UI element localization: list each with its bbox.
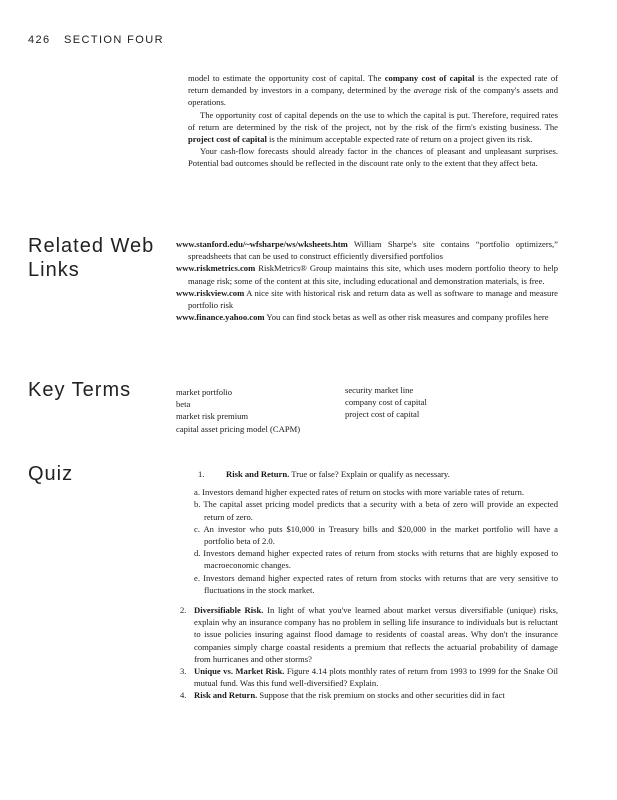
quiz-subpart: a. Investors demand higher expected rates of return on stocks with more variable rates of return. [194,487,525,498]
quiz-question-4: 4. Risk and Return. Suppose that the risk premium on stocks and other securities did in fact [180,690,505,701]
key-term: beta [176,399,191,410]
quiz-heading: Quiz [28,463,74,485]
quiz-questions [176,468,558,702]
quiz-subpart: d. Investors demand higher expected rates of return from stocks with returns that are highly exposed to macroeconomic changes. [194,548,558,571]
link-entry: www.riskmetrics.com RiskMetrics® Group maintains this site, which uses modern portfolio theory to help manage risk; some of the content at this site, including educational and demonstration materials, is free. [176,263,558,286]
related-links-list [176,238,558,323]
running-header [28,34,164,46]
page-number: 426 [28,34,51,46]
quiz-subpart: c. An investor who puts $10,000 in Treasury bills and $20,000 in the market portfolio will have a portfolio beta of 2.0. [194,523,558,547]
link-url[interactable]: www.riskview.com [176,287,245,298]
intro-text [188,72,558,170]
link-entry: www.finance.yahoo.com You can find stock betas as well as other risk measures and company profiles here [176,312,549,323]
quiz-subpart: b. The capital asset pricing model predicts that a security with a beta of zero will provide an expected return of zero. [194,499,558,522]
key-term: capital asset pricing model (CAPM) [176,423,301,434]
key-term: project cost of capital [345,409,420,420]
key-terms-column-2 [345,384,427,421]
intro-paragraph: The opportunity cost of capital depends on the use to which the capital is put. Therefore, required rates of return are determined by the risk of the project, not by the risk of the firm's existing business. The project cost of capital is the minimum acceptable expected rate of return on a project given its risk. [188,109,558,145]
link-url[interactable]: www.riskmetrics.com [176,263,256,274]
quiz-subpart: e. Investors demand higher expected rates of return from stocks with returns that are very sensitive to fluctuations in the stock market. [194,572,558,595]
key-term: market portfolio [176,387,233,397]
section-label: SECTION FOUR [64,34,164,46]
key-terms-heading: Key Terms [28,379,132,401]
term-project-cost-of-capital: project cost of capital [188,134,267,145]
term-company-cost-of-capital: company cost of capital [384,73,475,83]
link-entry: www.stanford.edu/~wfsharpe/ws/wksheets.htm William Sharpe's site contains “portfolio optimizers,” spreadsheets that can be used to construct efficiently diversified portfolios [176,239,558,262]
quiz-question-2: 2. Diversifiable Risk. In light of what you've learned about market versus diversifiable (unique) risks, explain why an insurance company has no problem in selling life insurance to individuals but is reluctant to issue policies insuring against flood damage to residents of coastal areas. Why don't the insurance companies simply charge coastal residents a premium that reflects the actuarial probability of damage from hurricanes and other storms? [180,605,558,664]
link-url[interactable]: www.finance.yahoo.com [176,312,265,323]
link-url[interactable]: www.stanford.edu/~wfsharpe/ws/wksheets.htm [176,239,348,249]
related-web-links-heading: Related Web Links [28,235,155,281]
key-term: market risk premium [176,411,249,422]
intro-paragraph: Your cash-flow forecasts should already factor in the chances of pleasant and unpleasant surprises. Potential bad outcomes should be reflected in the discount rate only to the extent that they affect beta. [188,146,558,169]
key-term: security market line [345,385,414,395]
key-terms-column-1 [176,386,300,435]
intro-paragraph: model to estimate the opportunity cost of capital. The company cost of capital is the expected rate of return demanded by investors in a company, determined by the average risk of the company's assets and operations. [188,73,559,108]
link-entry: www.riskview.com A nice site with historical risk and return data as well as software to manage and measure portfolio risk [176,287,558,311]
quiz-question-3: 3. Unique vs. Market Risk. Figure 4.14 plots monthly rates of return from 1993 to 1999 for the Snake Oil mutual fund. Was this fund well-diversified? Explain. [180,666,558,689]
quiz-question-1: 1. Risk and Return. True or false? Explain or qualify as necessary. [198,469,450,479]
key-term: company cost of capital [345,397,427,408]
